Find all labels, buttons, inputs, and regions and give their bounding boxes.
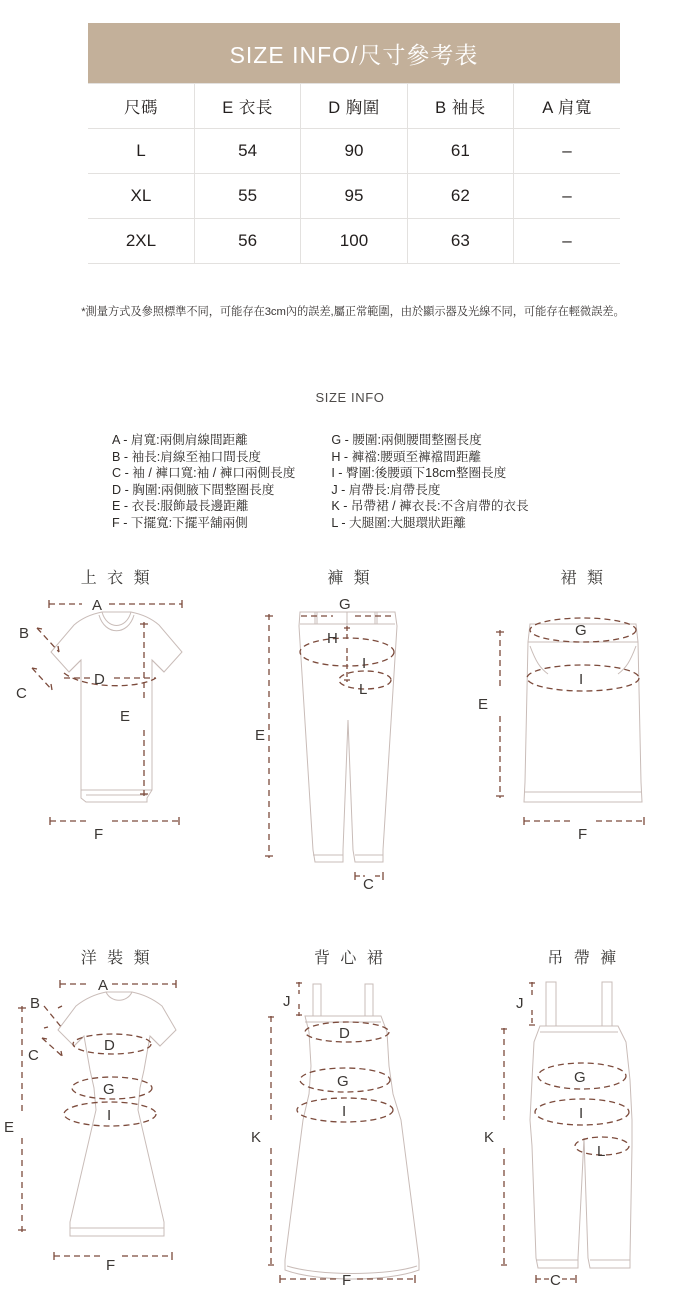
label-c: C <box>362 876 374 890</box>
cell-sleeve: 61 <box>407 129 513 174</box>
diagram-pants <box>233 565 466 890</box>
label-g: G <box>338 596 351 613</box>
label-f: F <box>106 1257 116 1270</box>
size-table-section <box>88 23 620 264</box>
table-row <box>88 219 620 264</box>
legend-column-right <box>331 432 528 532</box>
label-h: H <box>326 630 338 647</box>
diagram-svg-top <box>4 590 229 845</box>
label-k: K <box>251 1129 262 1146</box>
cell-length: 56 <box>194 219 300 264</box>
column-header-length: E 衣長 <box>194 84 300 129</box>
label-k: K <box>484 1129 495 1146</box>
diagram-svg-camisole <box>247 970 452 1285</box>
table-header-row <box>88 84 620 129</box>
size-info-title: SIZE INFO <box>315 390 385 405</box>
diagram-title-skirt: 裙 類 <box>560 570 606 587</box>
legend-item-i: I - 臀圍:後腰頭下18cm整圈長度 <box>331 466 507 481</box>
legend-item-f: F - 下擺寬:下擺平舖兩側 <box>112 515 248 530</box>
diagram-title-overall: 吊 帶 褲 <box>547 950 620 967</box>
cell-size: XL <box>88 174 194 219</box>
cell-bust: 100 <box>301 219 407 264</box>
legend-item-k: K - 吊帶裙 / 褲衣長:不含肩帶的衣長 <box>331 499 529 514</box>
table-row <box>88 129 620 174</box>
label-d: D <box>104 1037 115 1054</box>
label-g: G <box>103 1081 115 1098</box>
label-i: I <box>579 671 584 688</box>
cell-shoulder: – <box>514 129 620 174</box>
label-e: E <box>4 1119 15 1136</box>
diagram-svg-pants <box>255 590 445 890</box>
label-a: A <box>92 597 103 614</box>
legend-item-j: J - 肩帶長:肩帶長度 <box>331 482 441 497</box>
column-header-sleeve: B 袖長 <box>407 84 513 129</box>
label-g: G <box>574 1069 586 1086</box>
diagram-svg-overall <box>478 970 688 1285</box>
legend-item-h: H - 褲襠:腰頭至褲襠間距離 <box>331 449 482 464</box>
cell-bust: 95 <box>301 174 407 219</box>
label-b: B <box>30 995 41 1012</box>
diagram-title-top: 上 衣 類 <box>80 570 153 587</box>
cell-sleeve: 63 <box>407 219 513 264</box>
diagram-svg-skirt <box>478 590 688 845</box>
label-i: I <box>361 655 367 672</box>
table-row <box>88 174 620 219</box>
legend-item-c: C - 袖 / 褲口寬:袖 / 褲口兩側長度 <box>112 466 296 481</box>
label-i: I <box>342 1103 347 1120</box>
diagram-overall <box>467 945 700 1285</box>
label-e: E <box>120 708 131 725</box>
cell-shoulder: – <box>514 219 620 264</box>
legend-item-e: E - 衣長:服飾最長邊距離 <box>112 499 249 514</box>
cell-bust: 90 <box>301 129 407 174</box>
label-g: G <box>337 1073 350 1090</box>
legend-column-left <box>112 432 295 532</box>
label-l: L <box>358 681 368 698</box>
column-header-bust: D 胸圍 <box>301 84 407 129</box>
diagram-skirt <box>467 565 700 890</box>
label-f: F <box>94 826 104 843</box>
legend-item-l: L - 大腿圍:大腿環狀距離 <box>331 515 466 530</box>
label-e: E <box>254 727 265 744</box>
label-c: C <box>16 685 27 702</box>
column-header-size: 尺碼 <box>88 84 194 129</box>
legend-item-a: A - 肩寬:兩側肩線間距離 <box>112 433 248 447</box>
diagram-row-1 <box>0 565 700 890</box>
diagram-title-pants: 褲 類 <box>327 570 373 587</box>
cell-length: 55 <box>194 174 300 219</box>
cell-size: 2XL <box>88 219 194 264</box>
label-c: C <box>550 1272 562 1285</box>
label-j: J <box>283 993 291 1010</box>
diagram-title-camisole: 背 心 裙 <box>313 950 386 967</box>
column-header-shoulder: A 肩寬 <box>514 84 620 129</box>
label-j: J <box>516 995 524 1012</box>
legend-item-b: B - 袖長:肩線至袖口間長度 <box>112 449 262 464</box>
cell-length: 54 <box>194 129 300 174</box>
size-table-banner <box>88 23 620 83</box>
diagram-top <box>0 565 233 890</box>
label-e: E <box>478 696 489 713</box>
label-l: L <box>597 1143 606 1160</box>
label-d: D <box>339 1025 351 1042</box>
measurement-footnote: *測量方式及參照標準不同，可能存在3cm內的誤差,屬正常範圍，由於顯示器及光線不同，可能存在輕微誤差。 <box>81 306 625 318</box>
size-table-banner-title: SIZE INFO/尺寸參考表 <box>229 41 479 68</box>
size-table <box>88 83 620 264</box>
label-f: F <box>342 1272 352 1285</box>
diagram-camisole <box>233 945 466 1285</box>
diagram-dress <box>0 945 233 1285</box>
cell-size: L <box>88 129 194 174</box>
label-b: B <box>19 625 30 642</box>
diagram-svg-dress <box>4 970 229 1270</box>
label-i: I <box>579 1105 584 1122</box>
label-f: F <box>578 826 588 843</box>
label-a: A <box>98 977 109 994</box>
legend-item-g: G - 腰圍:兩側腰間整圈長度 <box>331 433 482 447</box>
label-g: G <box>575 622 587 639</box>
label-d: D <box>94 671 105 688</box>
cell-sleeve: 62 <box>407 174 513 219</box>
diagram-row-2 <box>0 945 700 1285</box>
diagram-title-dress: 洋 裝 類 <box>80 950 153 967</box>
legend-item-d: D - 胸圍:兩側腋下間整圈長度 <box>112 482 275 497</box>
cell-shoulder: – <box>514 174 620 219</box>
size-info-legend <box>112 432 632 532</box>
garment-diagrams <box>0 565 700 1285</box>
label-c: C <box>28 1047 39 1064</box>
label-i: I <box>107 1107 112 1124</box>
